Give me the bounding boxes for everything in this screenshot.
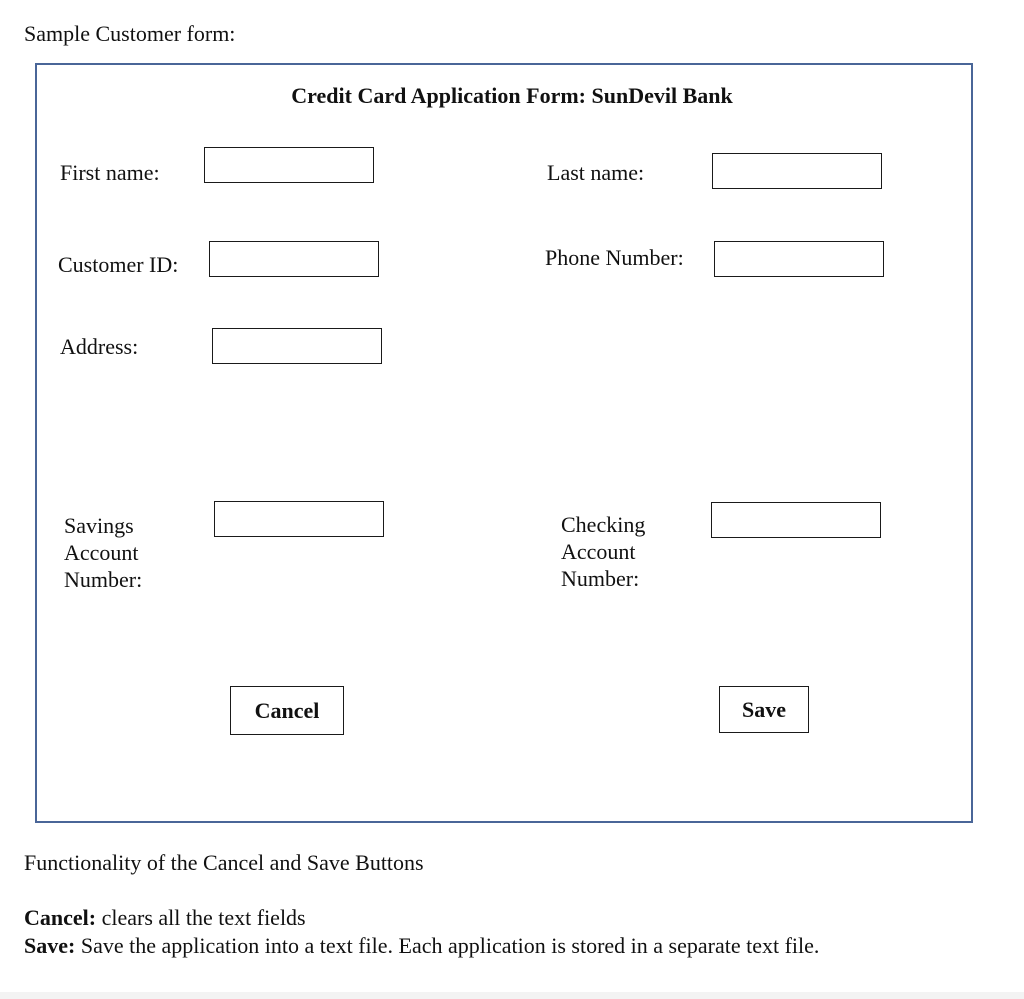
phone-number-input[interactable] xyxy=(714,241,884,277)
save-explanation: Save the application into a text file. Each application is stored in a separate text file. xyxy=(75,933,820,958)
checking-account-label: Checking Account Number: xyxy=(561,512,646,591)
checking-account-input[interactable] xyxy=(711,502,881,538)
intro-text: Sample Customer form: xyxy=(24,21,236,46)
first-name-input[interactable] xyxy=(204,147,374,183)
last-name-input[interactable] xyxy=(712,153,882,189)
savings-account-label: Savings Account Number: xyxy=(64,513,143,592)
save-description xyxy=(24,932,819,959)
last-name-label: Last name: xyxy=(547,160,645,185)
customer-id-label: Customer ID: xyxy=(58,252,179,277)
phone-number-label: Phone Number: xyxy=(545,245,684,270)
customer-id-input[interactable] xyxy=(209,241,379,277)
page-bottom-edge xyxy=(0,992,1024,999)
first-name-label: First name: xyxy=(60,160,160,185)
cancel-button[interactable]: Cancel xyxy=(230,686,344,735)
cancel-explanation: clears all the text fields xyxy=(96,905,306,930)
cancel-description xyxy=(24,904,306,931)
address-input[interactable] xyxy=(212,328,382,364)
save-button[interactable]: Save xyxy=(719,686,809,733)
address-label: Address: xyxy=(60,334,139,359)
save-term: Save: xyxy=(24,933,76,958)
cancel-term: Cancel: xyxy=(24,905,97,930)
form-title: Credit Card Application Form: SunDevil Bank xyxy=(291,83,733,108)
savings-account-input[interactable] xyxy=(214,501,384,537)
functionality-heading: Functionality of the Cancel and Save Buttons xyxy=(24,850,424,875)
